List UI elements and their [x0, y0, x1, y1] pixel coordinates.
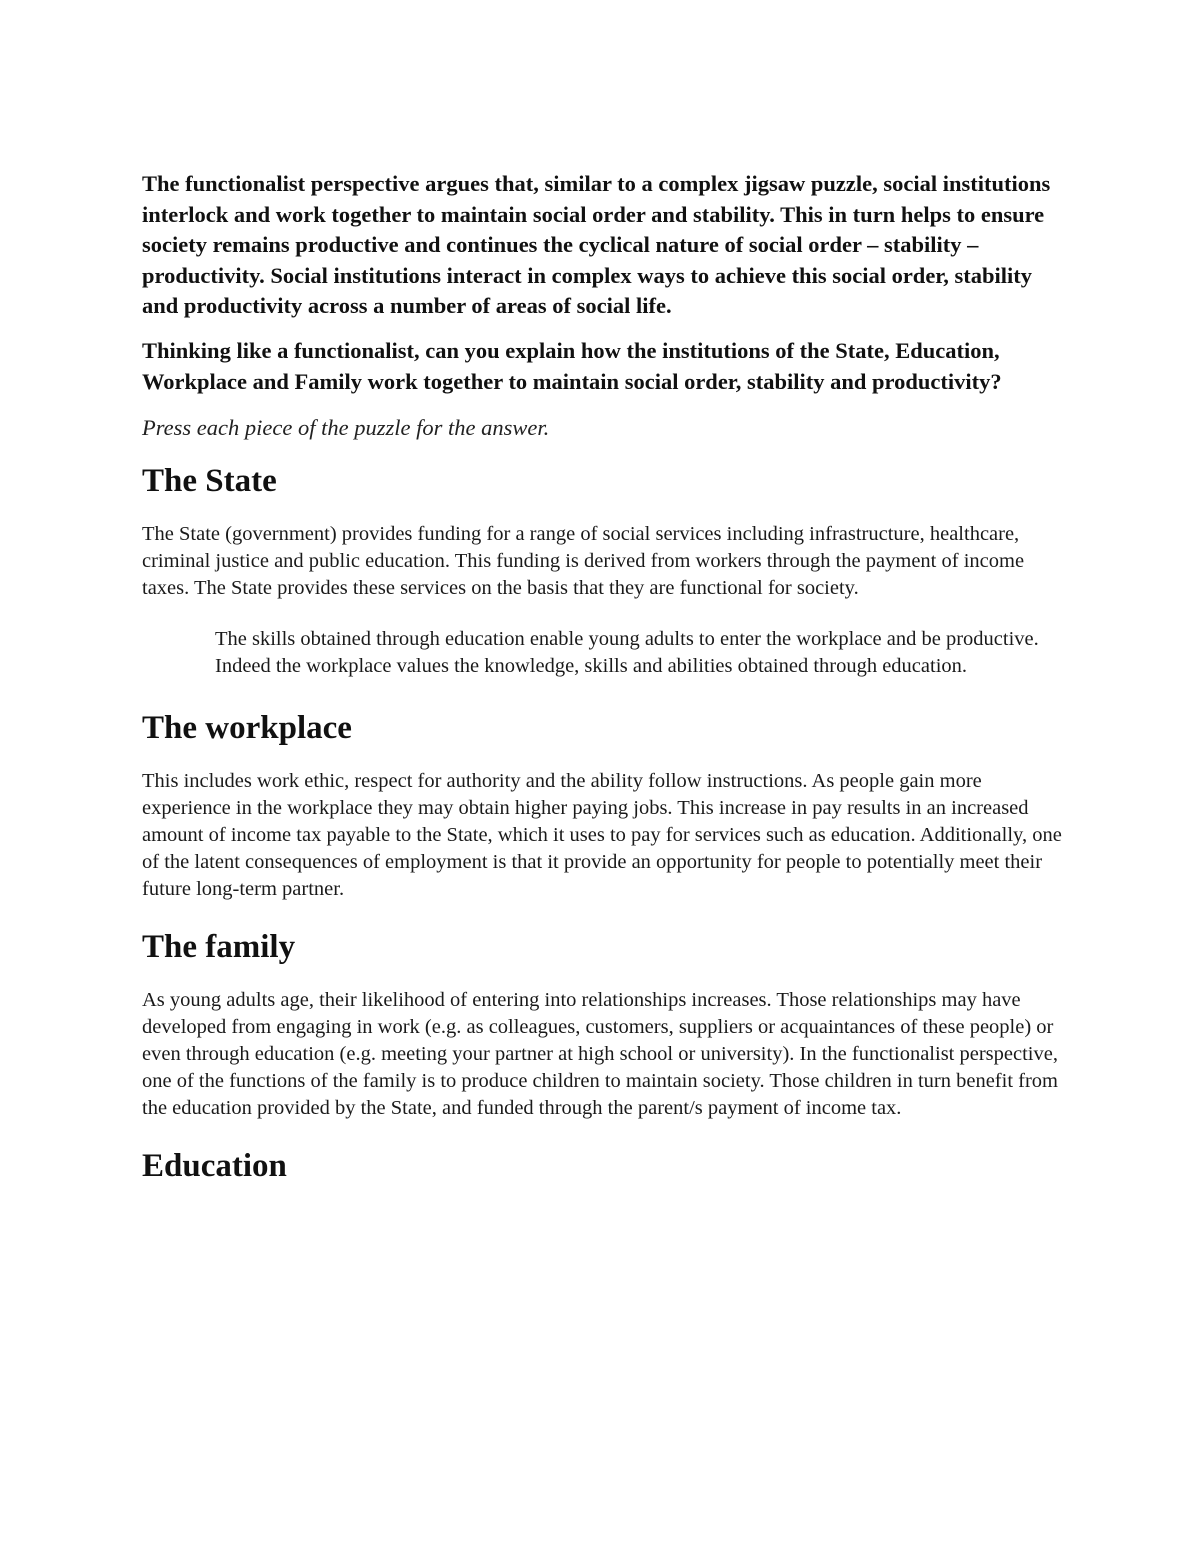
state-paragraph: The State (government) provides funding for a range of social services including infrastructure, healthcare, criminal justice and public education. This funding is derived from workers through the payment of income taxes. The State provides these services on the basis that they are functional for society.	[142, 523, 1025, 600]
workplace-paragraph: This includes work ethic, respect for authority and the ability follow instructions. As people gain more experience in the workplace they may obtain higher paying jobs. This increase in pay results in an increased amount of income tax payable to the State, which it uses to pay for services such as education. Additionally, one of the latent consequences of employment is that it provide an opportunity for people to potentially meet their future long-term partner.	[142, 770, 1062, 901]
document-page	[142, 169, 1062, 1206]
family-paragraph: As young adults age, their likelihood of entering into relationships increases. Those relationships may have developed from engaging in work (e.g. as colleagues, customers, suppliers or acquaintances of these people) or even through education (e.g. meeting your partner at high school or university). In the functionalist perspective, one of the functions of the family is to produce children to maintain society. Those children in turn benefit from the education provided by the State, and funded through the parent/s payment of income tax.	[142, 989, 1058, 1120]
instruction-text: Press each piece of the puzzle for the answer.	[142, 415, 550, 441]
heading-the-state: The State	[142, 463, 277, 500]
intro-paragraph: The functionalist perspective argues that, similar to a complex jigsaw puzzle, social institutions interlock and work together to maintain social order and stability. This in turn helps to ensure society remains productive and continues the cyclical nature of social order – stability – productivity. Social institutions interact in complex ways to achieve this social order, stability and productivity across a number of areas of social life.	[142, 171, 1051, 319]
question-paragraph: Thinking like a functionalist, can you explain how the institutions of the State, Education, Workplace and Family work together to maintain social order, stability and productivity?	[142, 337, 1002, 394]
state-indented-paragraph: The skills obtained through education enable young adults to enter the workplace and be productive. Indeed the workplace values the knowledge, skills and abilities obtained through education.	[215, 628, 1039, 678]
heading-education: Education	[142, 1148, 287, 1185]
heading-the-workplace: The workplace	[142, 710, 352, 747]
heading-the-family: The family	[142, 929, 296, 966]
